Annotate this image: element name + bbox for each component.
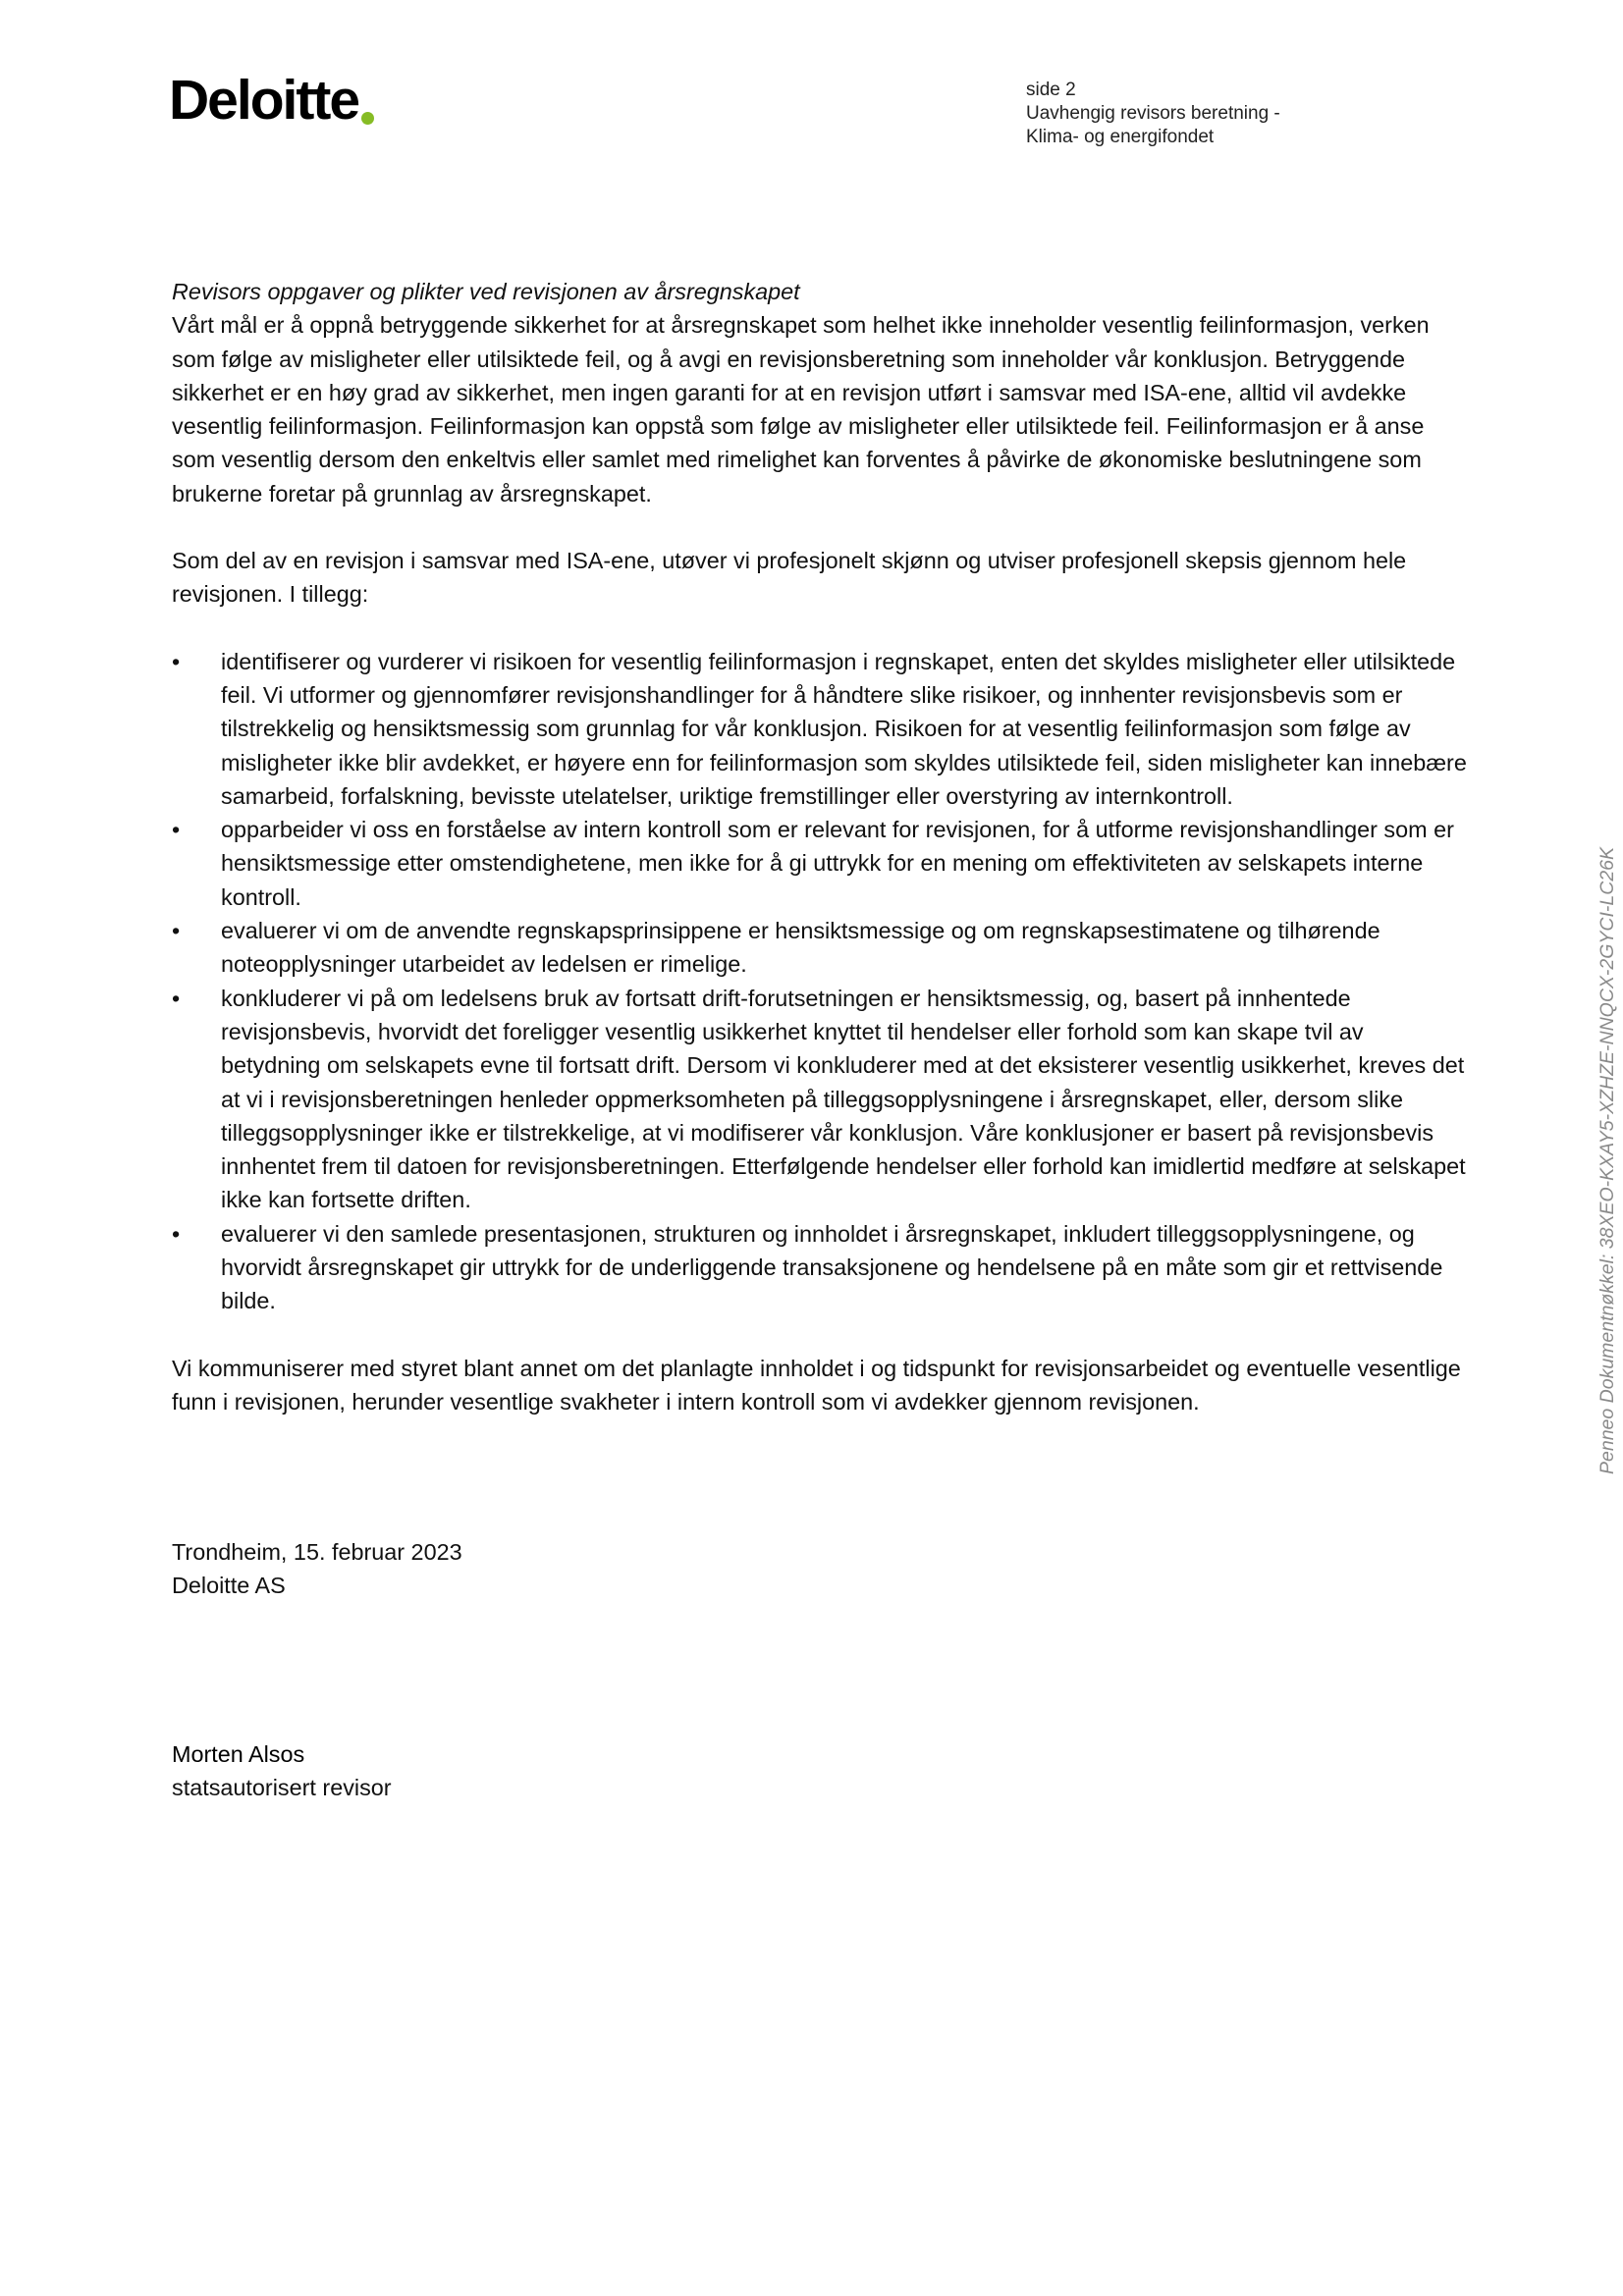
- bullet-icon: •: [172, 985, 181, 1011]
- logo-text: Deloitte: [169, 69, 359, 132]
- signature-place-block: [172, 1535, 462, 1603]
- list-item-text: konkluderer vi på om ledelsens bruk av fortsatt drift-forutsetningen er hensiktsmessig, og, basert på innhentede revisjonsbevis, hvorvidt det foreligger vesentlig usikkerhet knyttet til hendelser eller forhold som kan skape tvil av betydning om selskapets evne til fortsatt drift. Dersom vi konkluderer med at det eksisterer vesentlig usikkerhet, kreves det at vi i revisjonsberetningen henleder oppmerksomheten på tilleggsopplysningene i årsregnskapet, eller, dersom slike tilleggsopplysninger ikke er tilstrekkelige, at vi modifiserer vår konklusjon. Våre konklusjoner er basert på revisjonsbevis innhentet frem til datoen for revisjonsberetningen. Etterfølgende hendelser eller forhold kan imidlertid medføre at selskapet ikke kan fortsette driften.: [221, 985, 1466, 1213]
- second-paragraph: Som del av en revisjon i samsvar med ISA-ene, utøver vi profesjonelt skjønn og utviser profesjonell skepsis gjennom hele revisjonen. I tillegg:: [172, 548, 1407, 608]
- signatory-block: [172, 1737, 392, 1805]
- place-date: Trondheim, 15. februar 2023: [172, 1539, 462, 1565]
- bullet-icon: •: [172, 918, 181, 944]
- section-title: Revisors oppgaver og plikter ved revisjonen av årsregnskapet: [172, 279, 800, 304]
- deloitte-logo: [169, 69, 374, 132]
- bullet-icon: •: [172, 648, 181, 674]
- list-item: [172, 914, 1468, 982]
- intro-paragraph: Vårt mål er å oppnå betryggende sikkerhet for at årsregnskapet som helhet ikke inneholder vesentlig feilinformasjon, verken som følge av misligheter eller utilsiktede feil, og å avgi en revisjonsberetning som inneholder vår konklusjon. Betryggende sikkerhet er en høy grad av sikkerhet, men ingen garanti for at en revisjon utført i samsvar med ISA-ene, alltid vil avdekke vesentlig feilinformasjon. Feilinformasjon kan oppstå som følge av misligheter eller utilsiktede feil. Feilinformasjon er å anse som vesentlig dersom den enkeltvis eller samlet med rimelighet kan forventes å påvirke de økonomiske beslutningene som brukerne foretar på grunnlag av årsregnskapet.: [172, 312, 1430, 507]
- bullet-icon: •: [172, 817, 181, 843]
- doc-title-line-2: Klima- og energifondet: [1026, 127, 1215, 147]
- penneo-document-key: Penneo Dokumentnøkkel: 38XEO-KXAY5-XZHZE-NNQCX-2GYCI-LC26K: [1596, 846, 1618, 1474]
- list-item: [172, 982, 1468, 1217]
- list-item-text: opparbeider vi oss en forståelse av intern kontroll som er relevant for revisjonen, for å utforme revisjonshandlinger som er hensiktsmessige etter omstendighetene, men ikke for å gi uttrykk for en mening om effektiviteten av selskapets interne kontroll.: [221, 817, 1454, 910]
- responsibility-list: [172, 645, 1468, 1318]
- header-meta: [1026, 79, 1280, 149]
- logo-dot-icon: [361, 112, 374, 125]
- list-item: [172, 645, 1468, 813]
- signatory-name: Morten Alsos: [172, 1741, 305, 1767]
- list-item: [172, 1217, 1468, 1318]
- page-number: side 2: [1026, 80, 1076, 100]
- spacer: [172, 510, 1468, 544]
- signatory-title: statsautorisert revisor: [172, 1775, 392, 1801]
- doc-title-line-1: Uavhengig revisors beretning -: [1026, 103, 1280, 124]
- list-item-text: identifiserer og vurderer vi risikoen for vesentlig feilinformasjon i regnskapet, enten det skyldes misligheter eller utilsiktede feil. Vi utformer og gjennomfører revisjonshandlinger for å håndtere slike risikoer, og innhenter revisjonsbevis som er tilstrekkelig og hensiktsmessig som grunnlag for vår konklusjon. Risikoen for at vesentlig feilinformasjon som følge av misligheter ikke blir avdekket, er høyere enn for feilinformasjon som skyldes utilsiktede feil, siden misligheter kan innebære samarbeid, forfalskning, bevisste utelatelser, uriktige fremstillinger eller overstyring av internkontroll.: [221, 648, 1467, 809]
- closing-paragraph: Vi kommuniserer med styret blant annet om det planlagte innholdet i og tidspunkt for revisjonsarbeidet og eventuelle vesentlige funn i revisjonen, herunder vesentlige svakheter i intern kontroll som vi avdekker gjennom revisjonen.: [172, 1355, 1461, 1415]
- list-item-text: evaluerer vi om de anvendte regnskapsprinsippene er hensiktsmessige og om regnskapsestimatene og tilhørende noteopplysninger utarbeidet av ledelsen er rimelige.: [221, 918, 1380, 978]
- list-item-text: evaluerer vi den samlede presentasjonen, strukturen og innholdet i årsregnskapet, inkludert tilleggsopplysningene, og hvorvidt årsregnskapet gir uttrykk for de underliggende transaksjonene og hendelsene på en måte som gir et rettvisende bilde.: [221, 1220, 1443, 1314]
- document-body: [172, 275, 1468, 1418]
- bullet-icon: •: [172, 1220, 181, 1247]
- list-item: [172, 813, 1468, 914]
- firm-name: Deloitte AS: [172, 1573, 286, 1599]
